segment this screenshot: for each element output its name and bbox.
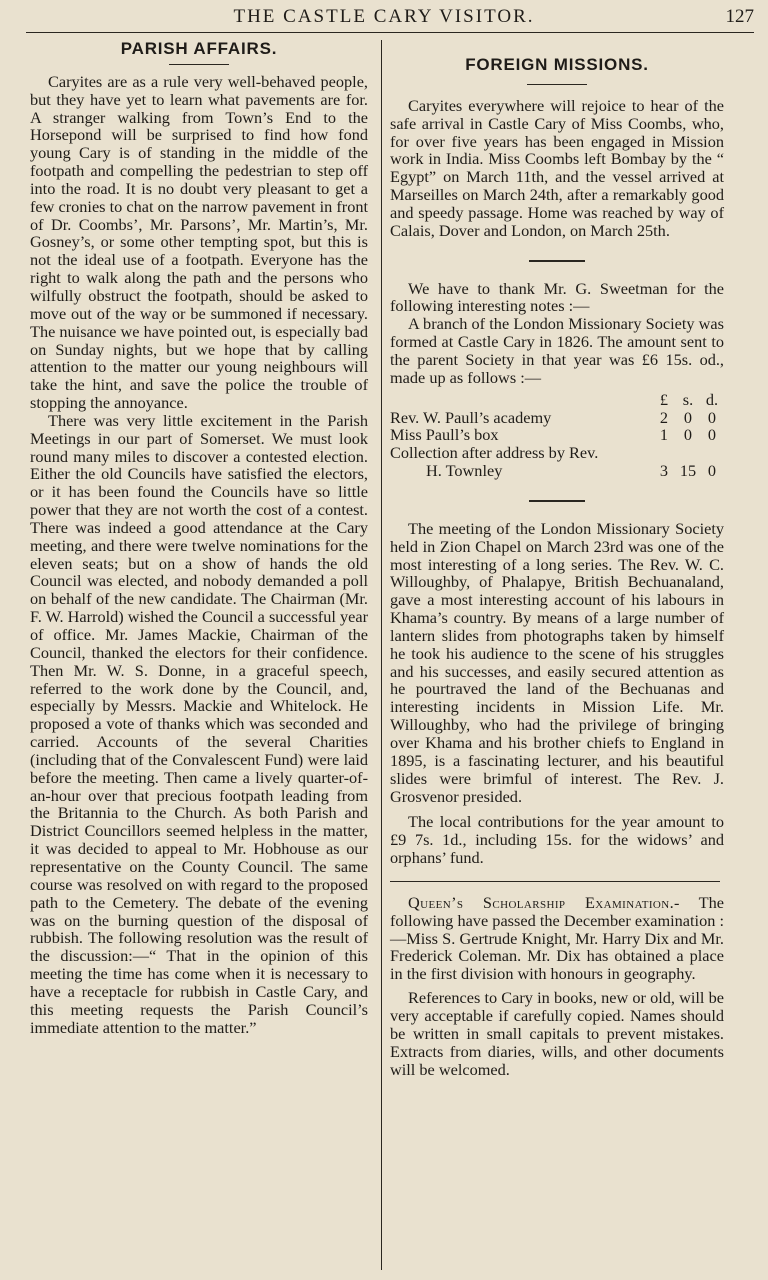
shillings-cell: 15 [679, 461, 697, 481]
pounds-cell: 3 [659, 461, 669, 481]
subscription-table [390, 391, 724, 480]
column-divider [381, 40, 382, 1270]
right-column [390, 40, 724, 1078]
table-row [390, 426, 724, 444]
article-paragraph: Caryites are as a rule very well-behaved people, but they have yet to learn what pavements are for. A stranger walking from Town’s End to the Horsepond will be surprised to find how fond young Cary is of standing in the middle of the footpath and compelling the pedestrian to step off into the road. It is no doubt very pleasant to get a few cronies to chat on the narrow pavement in front of Dr. Coombs’, Mr. Parsons’, Mr. Martin’s, Mr. Gosney’s, or some other tempting spot, but this is not the ideal use of a footpath. Everyone has the right to walk along the path and the persons who wilfully obstruct the footpath, should be asked to move out of the way or be summoned if necessary. The nuisance we have pointed out, is especially bad on Sunday nights, but we hope that by calling attention to the matter our young neighbours will take the hint, and save the police the trouble of stopping the annoyance. [30, 71, 368, 413]
page-number: 127 [725, 6, 754, 27]
section-rule [390, 881, 720, 882]
references-paragraph: References to Cary in books, new or old, will be very acceptable if carefully copied. Names should be written in small capitals to prevent mistakes. Extracts from diaries, wills, and other documents will be welcomed. [390, 988, 724, 1079]
shillings-cell: 0 [683, 425, 693, 445]
ornamental-rule [529, 260, 585, 262]
shillings-cell: 0 [683, 407, 693, 427]
foreign-missions-heading: FOREIGN MISSIONS. [465, 55, 649, 74]
col-header-pence: d. [705, 389, 719, 409]
row-label: Rev. W. Paull’s academy [390, 407, 552, 427]
pounds-cell: 1 [659, 425, 669, 445]
pence-cell: 0 [707, 461, 717, 481]
scholarship-text: The following have passed the December examination :—Miss S. Gertrude Knight, Mr. Harry Dix and Mr. Frederick Coleman. Mr. Dix has obtained a place in the first division with honours in geography. [390, 892, 724, 984]
scholarship-heading: Queen’s Scholarship Examination.- [408, 892, 680, 912]
article-paragraph: There was very little excitement in the Parish Meetings in our part of Somerset. We must look round many miles to discover a contested election. Either the old Councils have satisfied the electors, or it has been found the Councils have so little power that they are not worth the cost of a contest. There was indeed a good attendance at the Cary meeting, and there were twelve nominations for the eleven seats; but on a show of hands the old Council was elected, and nobody demanded a poll on behalf of the new candidate. The Chairman (Mr. F. W. Harrold) wished the Council a successful year of office. Mr. James Mackie, Chairman of the Council, thanked the electors for their confidence. Then Mr. W. S. Donne, in a graceful speech, referred to the work done by the Council, and, especially by Messrs. Mackie and Whitelock. He proposed a vote of thanks which was seconded and carried. Accounts of the several Charities (including that of the Convalescent Fund) were laid before the meeting. Then came a lively quarter-of-an-hour over that precious footpath leading from the Britannia to the Church. As both Parish and District Councillors seemed helpless in the matter, it was decided to appeal to Mr. Hobhouse as our representative on the County Council. The same course was resolved on with regard to the proposed path to the Cemetery. The debate of the evening was on the burning question of the disposal of rubbish. The following resolution was the result of the discussion:—“ That in the opinion of this meeting the time has come when it is necessary to have a receptacle for rubbish in Castle Cary, and this meeting requests the Parish Council’s immediate attention to the matter.” [30, 410, 368, 1037]
pence-cell: 0 [707, 425, 717, 445]
ornamental-rule [529, 500, 585, 502]
table-row [390, 409, 724, 427]
meeting-paragraph: The meeting of the London Missionary Society held in Zion Chapel on March 23rd was one of the most interesting of a long series. The Rev. W. C. Willoughby, of Phalapye, British Bechuanaland, gave a most interesting account of his labours in Khama’s country. By means of a large number of lantern slides from photographs taken by himself he took his audience to the scene of his struggles and his successes, and easily secured attention as he pourtraved the land of the Bechuanas and interesting incidents in Mission Life. Mr. Willoughby, who had the privilege of bringing over Khama and his brother chiefs to England in 1895, is a fascinating lecturer, and his beautiful slides were brimful of interest. The Rev. J. Grosvenor presided. [390, 518, 724, 806]
heading-rule [169, 64, 229, 65]
branch-paragraph: A branch of the London Missionary Society was formed at Castle Cary in 1826. The amount sent to the parent Society in that year was £6 15s. od., made up as follows :— [390, 314, 724, 387]
running-header [0, 6, 768, 28]
row-label: H. Townley [426, 461, 503, 481]
col-header-pounds: £ [659, 389, 669, 409]
parish-affairs-heading: PARISH AFFAIRS. [120, 39, 278, 58]
heading-rule [527, 84, 587, 85]
header-rule [26, 32, 754, 33]
contributions-paragraph: The local contributions for the year amount to £9 7s. 1d., including 15s. for the widows’ and orphans’ fund. [390, 812, 724, 868]
pounds-cell: 2 [659, 407, 669, 427]
publication-title: THE CASTLE CARY VISITOR. [233, 6, 535, 27]
row-label: Miss Paull’s box [390, 425, 499, 445]
table-row [390, 462, 724, 480]
thanks-paragraph: We have to thank Mr. G. Sweetman for the following interesting notes :— [390, 278, 724, 316]
row-label: Collection after address by Rev. [390, 443, 599, 463]
table-header-row [390, 391, 724, 409]
scholarship-paragraph [390, 894, 724, 983]
pence-cell: 0 [707, 407, 717, 427]
table-row [390, 444, 724, 462]
left-column [30, 40, 368, 1036]
missions-paragraph: Caryites everywhere will rejoice to hear of the safe arrival in Castle Cary of Miss Coombs, who, for over five years has been engaged in Mission work in India. Miss Coombs left Bombay by the “ Egypt” on March 11th, and the vessel arrived at Marseilles on March 24th, after a remarkably good and speedy passage. Home was reached by way of Calais, Dover and London, on March 25th. [390, 95, 724, 240]
col-header-shillings: s. [682, 389, 694, 409]
